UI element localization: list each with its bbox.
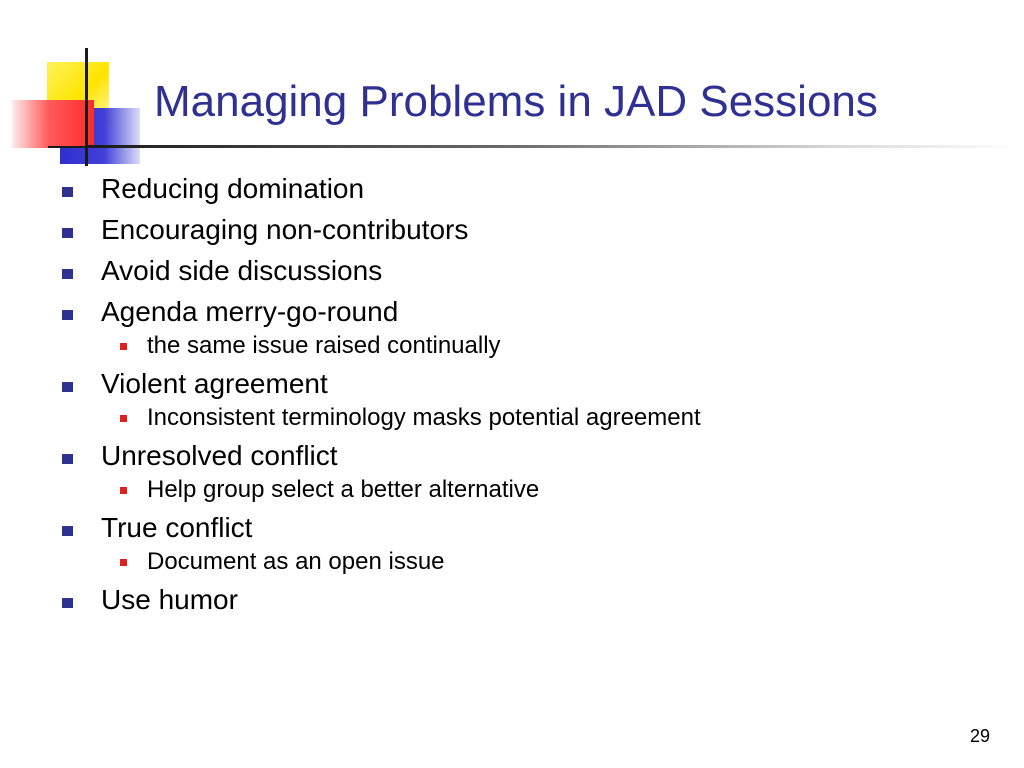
vertical-line	[85, 48, 88, 166]
bullet-item	[62, 254, 992, 288]
square-bullet-icon	[62, 269, 73, 279]
bullet-item	[62, 583, 992, 617]
bullet-text: Avoid side discussions	[101, 255, 383, 286]
bullet-item	[62, 295, 992, 360]
bullet-list	[62, 172, 992, 624]
bullet-text: Violent agreement	[101, 368, 328, 399]
sub-bullet-text: Inconsistent terminology masks potential agreement	[147, 404, 701, 431]
bullet-item	[62, 511, 992, 576]
bullet-item	[62, 367, 992, 432]
sub-bullet-item	[107, 332, 992, 360]
red-square	[12, 100, 94, 148]
square-bullet-icon	[62, 454, 73, 464]
page-number: 29	[969, 726, 990, 746]
square-bullet-icon	[62, 187, 73, 197]
bullet-item	[62, 213, 992, 247]
decorative-squares-logo	[0, 0, 160, 180]
sub-bullet-item	[107, 476, 992, 504]
small-square-bullet-icon	[120, 343, 127, 350]
square-bullet-icon	[62, 228, 73, 238]
small-square-bullet-icon	[120, 415, 127, 422]
sub-bullet-list	[107, 404, 992, 432]
sub-bullet-text: Help group select a better alternative	[147, 476, 540, 503]
bullet-text: True conflict	[101, 512, 253, 543]
bullet-text: Reducing domination	[101, 173, 365, 204]
bullet-item	[62, 439, 992, 504]
slide-title: Managing Problems in JAD Sessions	[154, 77, 878, 126]
bullet-text: Encouraging non-contributors	[101, 214, 469, 245]
square-bullet-icon	[62, 310, 73, 320]
small-square-bullet-icon	[120, 487, 127, 494]
bullet-text: Use humor	[101, 584, 238, 615]
sub-bullet-list	[107, 476, 992, 504]
title-underline	[88, 145, 1024, 148]
sub-bullet-list	[107, 332, 992, 360]
sub-bullet-item	[107, 404, 992, 432]
square-bullet-icon	[62, 598, 73, 608]
bullet-item	[62, 172, 992, 206]
sub-bullet-text: the same issue raised continually	[147, 332, 501, 359]
sub-bullet-text: Document as an open issue	[147, 548, 445, 575]
square-bullet-icon	[62, 382, 73, 392]
bullet-text: Agenda merry-go-round	[101, 296, 399, 327]
small-square-bullet-icon	[120, 559, 127, 566]
sub-bullet-list	[107, 548, 992, 576]
sub-bullet-item	[107, 548, 992, 576]
bullet-text: Unresolved conflict	[101, 440, 338, 471]
square-bullet-icon	[62, 526, 73, 536]
